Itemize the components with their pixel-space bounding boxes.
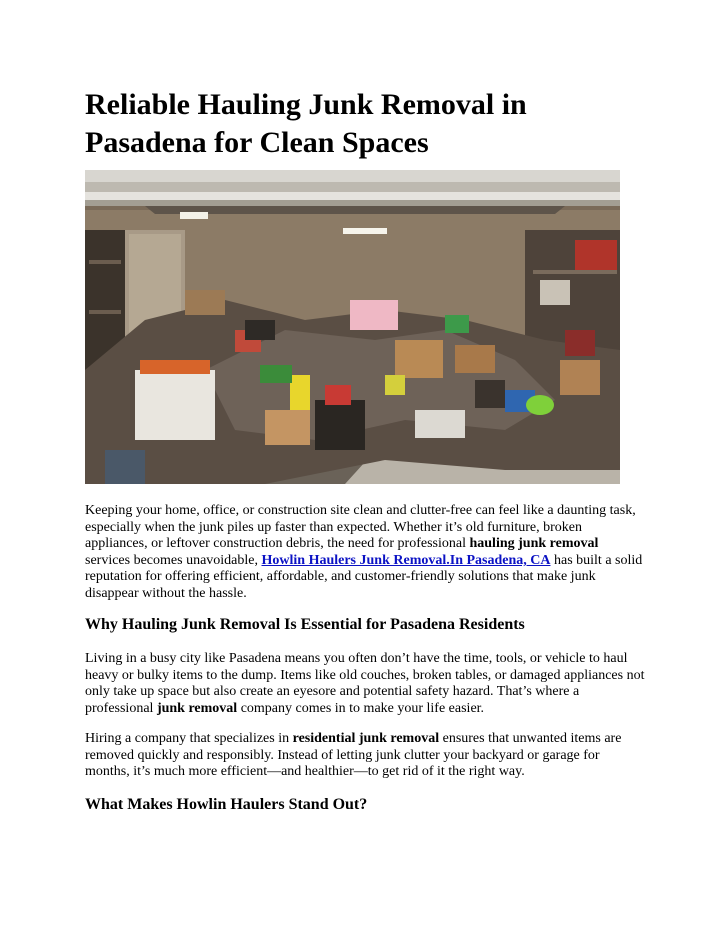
intro-paragraph: Keeping your home, office, or construction site clean and clutter-free can feel like a daunting task, especially when the junk piles up faster than expected. Whether it’s old furniture, broken appliances, or leftover construction debris, the need for professional hauling junk removal services becomes unavoidable, Howlin Haulers Junk Removal.In Pasadena, CA has built a solid reputation for offering efficient, affordable, and customer-friendly solutions that make junk disappear without the hassle. xyxy=(85,503,643,601)
paragraph-living: Living in a busy city like Pasadena means you often don’t have the time, tools, or vehicle to haul heavy or bulky items to the dump. Items like old couches, broken tables, or damaged appliances not only take up space but also create an eyesore and potential safety hazard. That’s where a professional junk removal company comes in to make your life easier. xyxy=(85,651,645,716)
section-heading-standout: What Makes Howlin Haulers Stand Out? xyxy=(85,796,368,813)
paragraph-hiring: Hiring a company that specializes in residential junk removal ensures that unwanted items are removed quickly and responsibly. Instead of letting junk clutter your backyard or garage for months, it’s much more efficient—and healthier—to get rid of it the right way. xyxy=(85,731,622,780)
howlin-haulers-link[interactable]: Howlin Haulers Junk Removal.In Pasadena, CA xyxy=(261,552,551,568)
section-heading-why: Why Hauling Junk Removal Is Essential for Pasadena Residents xyxy=(85,616,525,633)
page-title: Reliable Hauling Junk Removal in Pasadena for Clean Spaces xyxy=(85,88,527,159)
garage-junk-photo xyxy=(85,170,620,484)
